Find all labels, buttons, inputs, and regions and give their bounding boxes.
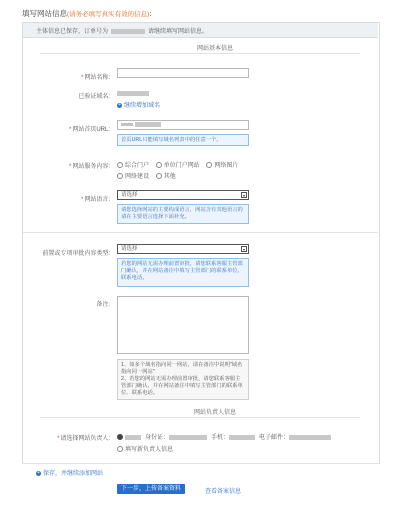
home-url-tip: 首页URL只能填写域名列表中的任意一个。	[117, 134, 249, 146]
masked-url	[135, 122, 161, 127]
service-options-row-1	[117, 160, 243, 169]
service-option-unit-portal[interactable]: 单位门户网站	[156, 163, 200, 169]
masked-manager-name	[125, 435, 141, 440]
preapproval-select[interactable]: 请选择	[117, 244, 249, 254]
section-title-manager: 网站负责人信息	[193, 410, 236, 416]
plus-icon: +	[118, 101, 121, 108]
remark-textarea[interactable]	[117, 296, 249, 354]
preapproval-tip: 若您的网站无需办理前置审批，请您联系客服主管部门确认，并在网站备注中填写主管部门的联系单位、联系电话。	[117, 258, 249, 287]
manager-label: *请选择网站负责人:	[56, 436, 110, 442]
add-domain-link[interactable]: + 继续增加域名	[118, 101, 161, 109]
page-title-hint: (请务必填写真实有效的信息)	[67, 11, 150, 18]
home-url-input[interactable]: www.	[117, 120, 249, 130]
divider	[40, 53, 360, 54]
remark-tip	[117, 359, 249, 400]
radio-icon	[117, 173, 123, 179]
masked-id-number	[169, 435, 207, 440]
remark-tip-line-2: 2、若您的网站无需办理前置审批，请您联系客服主管部门确认，并在网站备注中填写主管部门的联系单位、联系电话。	[121, 376, 243, 396]
verified-domain-value	[117, 91, 149, 97]
radio-icon	[117, 446, 123, 452]
masked-order-number	[111, 29, 145, 34]
view-filing-link[interactable]: 查看备案信息	[205, 489, 242, 495]
manager-new-option[interactable]: 填写新负责人信息	[117, 444, 173, 453]
radio-icon	[156, 173, 162, 179]
home-url-label: *网站首页URL:	[68, 127, 110, 133]
masked-phone	[229, 435, 255, 440]
manager-existing-row: 身份证： 手机： 电子邮件：	[117, 432, 331, 441]
save-continue-link[interactable]: + 保存，并继续添加网站	[37, 469, 104, 477]
site-name-input[interactable]	[117, 68, 249, 78]
divider	[40, 417, 360, 418]
plus-icon: +	[37, 469, 40, 476]
language-tip: 请您选择网站的主要构成语言，网站含有其他语言的请在主要语言选择下面补充。	[117, 204, 249, 224]
service-options-row-2	[117, 171, 181, 180]
masked-email	[289, 435, 331, 440]
page-title: 填写网站信息(请务必填写真实有效的信息):	[22, 9, 152, 18]
next-upload-button[interactable]: 下一步，上传备案资料	[117, 484, 185, 494]
chevron-down-icon	[241, 192, 247, 198]
divider	[22, 463, 379, 464]
section-title-basic: 网站基本信息	[196, 46, 233, 52]
radio-selected-icon[interactable]	[117, 434, 123, 440]
remark-tip-line-1: 1、如多个域名指向同一网站，请在备注中说明"域名指向同一网站"	[121, 362, 243, 375]
site-name-label: *网站名称:	[80, 75, 110, 81]
language-select[interactable]: 请选择	[117, 190, 249, 200]
notice-text: 主体信息已保存，订单号为 请继续填写网站信息。	[36, 29, 209, 35]
service-content-label: *网站服务内容:	[68, 164, 110, 170]
preapproval-label: 前置或专项审批内容类型:	[42, 251, 110, 257]
radio-icon	[117, 162, 123, 168]
divider	[23, 232, 378, 233]
verified-domain-label: 已验证域名:	[78, 94, 110, 100]
radio-icon	[206, 162, 212, 168]
remark-label: 备注:	[96, 302, 110, 308]
chevron-down-icon	[241, 246, 247, 252]
service-option-portal[interactable]: 综合门户	[117, 163, 149, 169]
radio-icon	[156, 162, 162, 168]
service-option-other[interactable]: 其他	[156, 174, 176, 180]
service-option-images[interactable]: 网络图片	[206, 163, 238, 169]
language-label: *网站语言:	[80, 197, 110, 203]
service-option-build[interactable]: 网络建设	[117, 174, 149, 180]
